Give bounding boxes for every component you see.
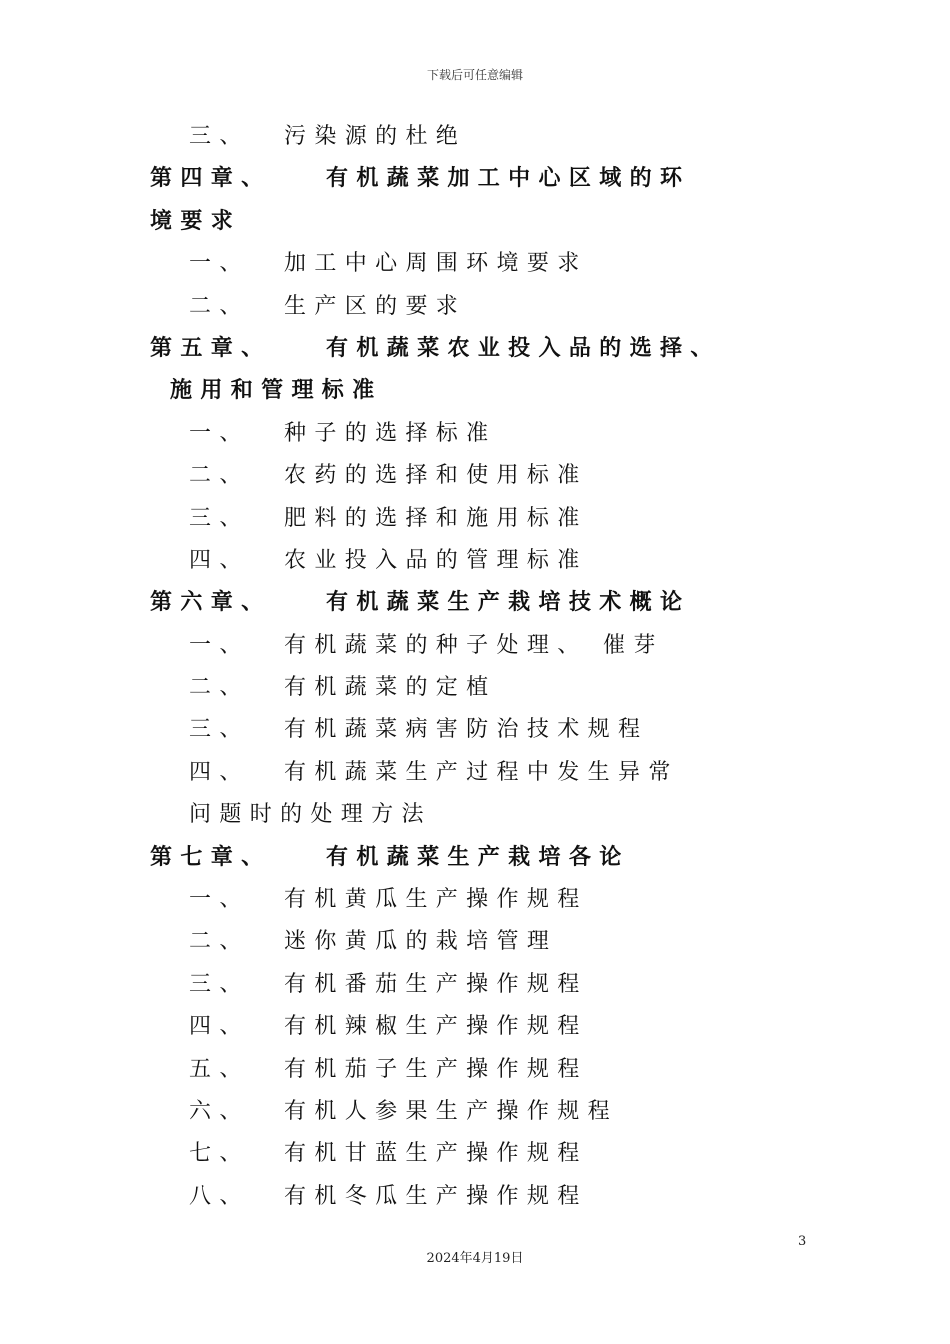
toc-entry-title: 有机辣椒生产操作规程 xyxy=(284,1014,588,1040)
toc-entry-title: 有机茄子生产操作规程 xyxy=(284,1056,588,1082)
toc-entry-title: 有机蔬菜农业投入品的选择、 xyxy=(326,335,721,361)
toc-entry-number: 五、 xyxy=(189,1056,250,1082)
toc-entry-title: 生产区的要求 xyxy=(284,293,467,319)
page-header: 下载后可任意编辑 xyxy=(426,68,523,82)
toc-chapter-line xyxy=(0,328,950,370)
toc-section-line xyxy=(0,1133,950,1175)
toc-section-line xyxy=(0,964,950,1006)
page-footer-date: 2024年4月19日 xyxy=(426,1251,524,1266)
toc-entry-number: 二、 xyxy=(189,675,250,701)
toc-entry-title: 加工中心周围环境要求 xyxy=(284,251,588,277)
toc-entry-title: 有机甘蓝生产操作规程 xyxy=(284,1141,588,1167)
toc-entry-title: 有机蔬菜加工中心区域的环 xyxy=(326,166,691,192)
toc-section-line xyxy=(0,1006,950,1048)
toc-entry-number: 三、 xyxy=(189,717,250,743)
toc-entry-title: 迷你黄瓜的栽培管理 xyxy=(284,929,558,955)
toc-entry-title: 施用和管理标准 xyxy=(170,378,383,404)
toc-entry-number: 第四章、 xyxy=(150,166,272,192)
toc-section-line xyxy=(0,752,950,794)
toc-entry-number: 三、 xyxy=(189,124,250,149)
table-of-contents xyxy=(0,116,950,1218)
toc-entry-title: 有机蔬菜的定植 xyxy=(284,675,497,701)
toc-section-line xyxy=(0,455,950,497)
toc-entry-number: 二、 xyxy=(189,929,250,955)
toc-entry-title: 有机蔬菜生产栽培各论 xyxy=(326,844,630,870)
toc-entry-number: 一、 xyxy=(189,632,250,658)
toc-section-line xyxy=(0,709,950,751)
toc-entry-number: 四、 xyxy=(189,759,250,785)
toc-entry-title: 有机冬瓜生产操作规程 xyxy=(284,1183,588,1209)
toc-entry-title: 问题时的处理方法 xyxy=(189,802,432,828)
toc-entry-number: 二、 xyxy=(189,293,250,319)
toc-entry-number: 一、 xyxy=(189,420,250,446)
toc-entry-title: 有机番茄生产操作规程 xyxy=(284,971,588,997)
toc-section-line xyxy=(0,625,950,667)
toc-entry-title: 肥料的选择和施用标准 xyxy=(284,505,588,531)
toc-section-line xyxy=(0,413,950,455)
toc-chapter-line xyxy=(0,837,950,879)
toc-section-line xyxy=(0,1091,950,1133)
toc-section-line xyxy=(0,286,950,328)
toc-entry-title: 有机蔬菜病害防治技术规程 xyxy=(284,717,649,743)
toc-entry-number: 三、 xyxy=(189,971,250,997)
toc-section-line xyxy=(0,667,950,709)
toc-chapter-line xyxy=(0,158,950,200)
toc-entry-number: 一、 xyxy=(189,887,250,913)
toc-entry-number: 三、 xyxy=(189,505,250,531)
toc-entry-title: 有机蔬菜生产过程中发生异常 xyxy=(284,759,679,785)
toc-entry-title: 有机人参果生产操作规程 xyxy=(284,1098,618,1124)
toc-entry-number: 第五章、 xyxy=(150,335,272,361)
toc-entry-title: 境要求 xyxy=(150,208,242,234)
toc-entry-title: 有机黄瓜生产操作规程 xyxy=(284,887,588,913)
page-number: 3 xyxy=(798,1234,807,1249)
toc-section-line xyxy=(0,498,950,540)
toc-entry-number: 二、 xyxy=(189,463,250,489)
toc-chapter-line xyxy=(0,370,950,412)
toc-section-line xyxy=(0,794,950,836)
toc-chapter-line xyxy=(0,201,950,243)
toc-entry-number: 八、 xyxy=(189,1183,250,1209)
toc-entry-title: 农药的选择和使用标准 xyxy=(284,463,588,489)
toc-entry-title: 污染源的杜绝 xyxy=(284,124,467,149)
toc-entry-number: 七、 xyxy=(189,1141,250,1167)
toc-entry-number: 四、 xyxy=(189,1014,250,1040)
toc-entry-number: 第七章、 xyxy=(150,844,272,870)
toc-chapter-line xyxy=(0,582,950,624)
toc-section-line xyxy=(0,1049,950,1091)
toc-section-line xyxy=(0,879,950,921)
toc-entry-number: 第六章、 xyxy=(150,590,272,616)
toc-entry-number: 一、 xyxy=(189,251,250,277)
toc-entry-title: 有机蔬菜的种子处理、 催芽 xyxy=(284,632,664,658)
toc-entry-title: 农业投入品的管理标准 xyxy=(284,547,588,573)
toc-entry-title: 种子的选择标准 xyxy=(284,420,497,446)
toc-section-line xyxy=(0,1176,950,1218)
toc-section-line xyxy=(0,243,950,285)
toc-entry-number: 四、 xyxy=(189,547,250,573)
toc-section-line xyxy=(0,921,950,963)
toc-entry-title: 有机蔬菜生产栽培技术概论 xyxy=(326,590,691,616)
toc-section-line xyxy=(0,116,950,158)
toc-section-line xyxy=(0,540,950,582)
toc-entry-number: 六、 xyxy=(189,1098,250,1124)
